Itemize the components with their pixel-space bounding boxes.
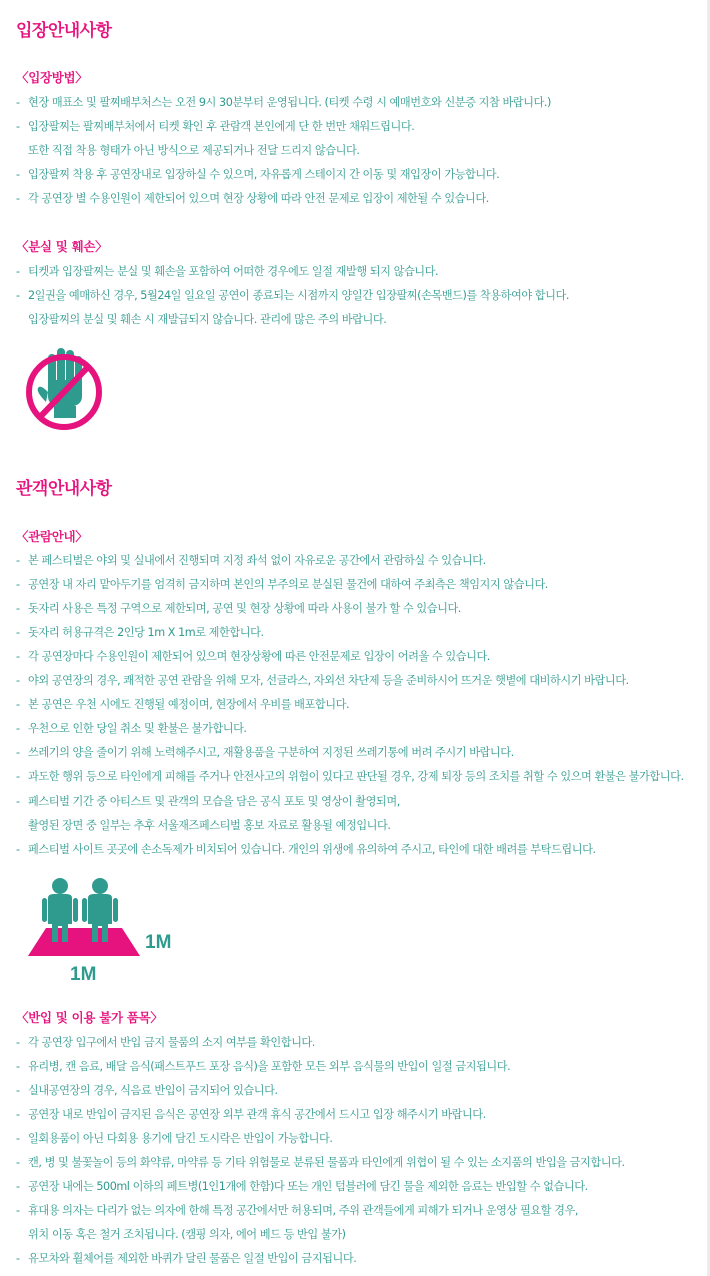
viewing-heading: 〈관람안내〉 (16, 529, 88, 544)
list-item: - 2일권을 예매하신 경우, 5월24일 일요일 공연이 종료되는 시점까지 양일간 입장팔찌(손목밴드)를 착용하여야 합니다. (16, 289, 569, 302)
area-width-label: 1M (145, 932, 172, 953)
list-item: - 페스티벌 사이트 곳곳에 손소독제가 비치되어 있습니다. 개인의 위생에 유의하여 주시고, 타인에 대한 배려를 부탁드립니다. (16, 843, 596, 856)
list-item: - 본 공연은 우천 시에도 진행될 예정이며, 현장에서 우비를 배포합니다. (16, 698, 350, 711)
list-item: - 돗자리 사용은 특정 구역으로 제한되며, 공연 및 현장 상황에 따라 사용이 불가 할 수 있습니다. (16, 602, 461, 615)
list-item: - 현장 매표소 및 팔찌배부처스는 오전 9시 30분부터 운영됩니다. (티켓 수령 시 예매번호와 신분증 지참 바랍니다.) (16, 96, 551, 109)
list-item: - 쓰레기의 양을 줄이기 위해 노력해주시고, 재활용품을 구분하여 지정된 쓰레기통에 버려 주시기 바랍니다. (16, 746, 514, 759)
list-item: - 입장팔찌는 팔찌배부처에서 티켓 확인 후 관람객 본인에게 단 한 번만 채워드립니다. (16, 120, 415, 133)
list-item: - 유모차와 휠체어를 제외한 바퀴가 달린 물품은 일절 반입이 금지됩니다. (16, 1252, 357, 1265)
list-item: - 각 공연장마다 수용인원이 제한되어 있으며 현장상황에 따른 안전문제로 입장이 어려울 수 있습니다. (16, 650, 490, 663)
list-item: - 실내공연장의 경우, 식음료 반입이 금지되어 있습니다. (16, 1084, 278, 1097)
list-item: - 휴대용 의자는 다리가 없는 의자에 한해 특정 공간에서만 허용되며, 주위 관객들에게 피해가 되거나 운영상 필요할 경우, (16, 1204, 578, 1217)
two-people-area-icon (24, 876, 144, 958)
list-item: - 공연장 내 자리 맡아두기를 엄격히 금지하며 본인의 부주의로 분실된 물건에 대하여 주최측은 책임지지 않습니다. (16, 578, 548, 591)
entry-method-heading: 〈입장방법〉 (16, 70, 88, 85)
banned-items-heading: 〈반입 및 이용 불가 품목〉 (16, 1010, 163, 1025)
list-item: - 입장팔찌 착용 후 공연장내로 입장하실 수 있으며, 자유롭게 스테이지 간 이동 및 재입장이 가능합니다. (16, 168, 500, 181)
list-item: - 티켓과 입장팔찌는 분실 및 훼손을 포함하여 어떠한 경우에도 일절 재발행 되지 않습니다. (16, 265, 439, 278)
list-item: - 우천으로 인한 당일 취소 및 환불은 불가합니다. (16, 722, 247, 735)
list-item: - 각 공연장 입구에서 반입 금지 물품의 소지 여부를 확인합니다. (16, 1036, 315, 1049)
entry-loss-heading: 〈분실 및 훼손〉 (16, 239, 108, 254)
list-item: - 유리병, 캔 음료, 배달 음식(패스트푸드 포장 음식)을 포함한 모든 외부 음식물의 반입이 일절 금지됩니다. (16, 1060, 511, 1073)
list-item: - 페스티벌 기간 중 아티스트 및 관객의 모습을 담은 공식 포토 및 영상이 촬영되며, (16, 795, 400, 808)
list-item: - 각 공연장 별 수용인원이 제한되어 있으며 현장 상황에 따라 안전 문제로 입장이 제한될 수 있습니다. (16, 192, 489, 205)
list-item-continuation: 또한 직접 착용 형태가 아닌 방식으로 제공되거나 전달 드리지 않습니다. (28, 144, 360, 157)
entry-section-title: 입장안내사항 (16, 21, 112, 41)
audience-section-title: 관객안내사항 (16, 479, 112, 499)
list-item: - 돗자리 허용규격은 2인당 1m X 1m로 제한합니다. (16, 626, 264, 639)
list-item: - 본 페스티벌은 야외 및 실내에서 진행되며 지정 좌석 없이 자유로운 공간에서 관람하실 수 있습니다. (16, 554, 486, 567)
no-touch-icon (24, 344, 106, 434)
list-item-continuation: 촬영된 장면 중 일부는 추후 서울재즈페스티벌 홍보 자료로 활용될 예정입니다. (28, 819, 391, 832)
list-item-continuation: 입장팔찌의 분실 및 훼손 시 재발급되지 않습니다. 관리에 많은 주의 바랍니다. (28, 313, 387, 326)
list-item: - 캔, 병 및 불꽃놀이 등의 화약류, 마약류 등 기타 위험물로 분류된 물품과 타인에게 위협이 될 수 있는 소지품의 반입을 금지합니다. (16, 1156, 625, 1169)
list-item: - 과도한 행위 등으로 타인에게 피해를 주거나 안전사고의 위험이 있다고 판단될 경우, 강제 퇴장 등의 조치를 취할 수 있으며 환불은 불가합니다. (16, 770, 684, 783)
list-item: - 공연장 내에는 500ml 이하의 페트병(1인1개에 한함)다 또는 개인 텀블러에 담긴 물을 제외한 음료는 반입할 수 없습니다. (16, 1180, 588, 1193)
list-item-continuation: 위치 이동 혹은 철거 조치됩니다. (캠핑 의자, 에어 베드 등 반입 불가) (28, 1228, 346, 1241)
area-depth-label: 1M (70, 964, 97, 985)
list-item: - 공연장 내로 반입이 금지된 음식은 공연장 외부 관객 휴식 공간에서 드시고 입장 해주시기 바랍니다. (16, 1108, 486, 1121)
list-item: - 일회용품이 아닌 다회용 용기에 담긴 도시락은 반입이 가능합니다. (16, 1132, 333, 1145)
list-item: - 야외 공연장의 경우, 쾌적한 공연 관람을 위해 모자, 선글라스, 자외선 차단제 등을 준비하시어 뜨거운 햇볕에 대비하시기 바랍니다. (16, 674, 629, 687)
